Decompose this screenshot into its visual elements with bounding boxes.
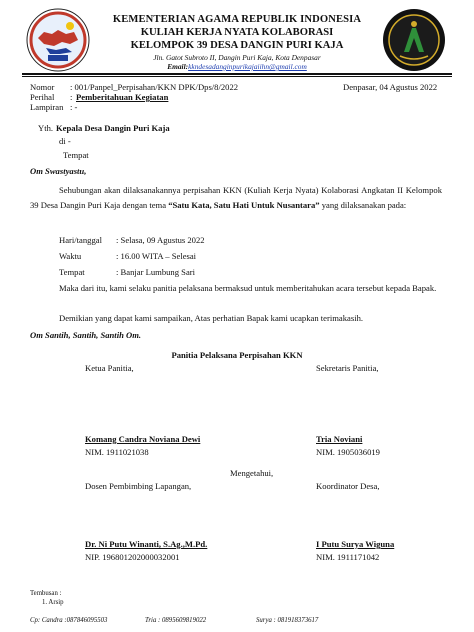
perihal-value: Pemberitahuan Kegiatan (76, 92, 169, 102)
koordinator-name: I Putu Surya Wiguna (316, 539, 395, 549)
dpl-role: Dosen Pembimbing Lapangan, (85, 481, 192, 491)
kkn-logo (382, 8, 446, 72)
place-date: Denpasar, 04 Agustus 2022 (343, 82, 438, 92)
lampiran-value: : - (70, 102, 78, 112)
committee-title: Panitia Pelaksana Perpisahan KKN (171, 350, 303, 360)
ministry-logo (26, 8, 90, 72)
detail-value-time: : 16.00 WITA – Selesai (116, 251, 197, 261)
letterhead-line-2: KULIAH KERJA NYATA KOLABORASI (140, 27, 334, 38)
sekretaris-name: Tria Noviani (316, 434, 363, 444)
dpl-name: Dr. Ni Putu Winanti, S.Ag.,M.Pd. (85, 539, 208, 549)
recipient-yth: Yth. (38, 123, 54, 133)
contact-surya: Surya : 081918373617 (256, 617, 319, 624)
detail-label-date: Hari/tanggal (59, 235, 102, 245)
header-rule-thin (22, 76, 452, 77)
recipient-di: di - (59, 136, 71, 146)
event-theme: “Satu Kata, Satu Hati Untuk Nusantara” (168, 200, 320, 210)
letterhead-address: Jln. Gatot Subroto II, Dangin Puri Kaja, Kota Denpasar (153, 53, 321, 62)
koordinator-nim: NIM. 1911171042 (316, 552, 380, 562)
paragraph-thanks: Demikian yang dapat kami sampaikan, Atas perhatian Bapak kami ucapkan terimakasih. (59, 313, 364, 323)
tembusan-label: Tembusan : (30, 590, 62, 597)
detail-label-time: Waktu (59, 251, 82, 261)
letterhead-line-3: KELOMPOK 39 DESA DANGIN PURI KAJA (130, 40, 344, 51)
contact-tria: Tria : 0895609819022 (145, 617, 207, 624)
detail-value-date: : Selasa, 09 Agustus 2022 (116, 235, 205, 245)
greeting: Om Swastyastu, (30, 166, 87, 176)
recipient-name: Kepala Desa Dangin Puri Kaja (56, 123, 170, 133)
paragraph-intro (30, 183, 442, 213)
intro-text-end: yang dilaksanakan pada: (319, 200, 407, 210)
tembusan-item: 1. Arsip (42, 599, 64, 606)
nomor-value: : 001/Panpel_Perpisahan/KKN DPK/Dps/8/2022 (70, 82, 239, 92)
perihal-colon: : (70, 92, 73, 102)
nomor-label: Nomor (30, 82, 55, 92)
letterhead-line-1: KEMENTERIAN AGAMA REPUBLIK INDONESIA (112, 14, 362, 25)
lampiran-label: Lampiran (30, 102, 64, 112)
header-rule-thick (22, 73, 452, 75)
detail-value-place: : Banjar Lumbung Sari (116, 267, 196, 277)
ketua-role: Ketua Panitia, (85, 363, 134, 373)
dpl-nip: NIP. 196801202000032001 (85, 552, 180, 562)
recipient-place: Tempat (63, 150, 89, 160)
sekretaris-nim: NIM. 1905036019 (316, 447, 380, 457)
sekretaris-role: Sekretaris Panitia, (316, 363, 379, 373)
email-link[interactable]: kkndesadanginpurikajaiihn@gmail.com (188, 62, 307, 71)
email-label: Email: (167, 62, 189, 71)
detail-label-place: Tempat (59, 267, 85, 277)
acknowledged-label: Mengetahui, (230, 468, 274, 478)
closing-salutation: Om Santih, Santih, Santih Om. (30, 330, 142, 340)
contact-candra: Cp: Candra :087846095503 (30, 617, 108, 624)
ketua-name: Komang Candra Noviana Dewi (85, 434, 201, 444)
intro-text: Sehubungan akan dilaksanakannya perpisahan KKN (Kuliah Kerja Nyata) Kolaborasi Angkatan II Kelompok 39 Desa Dangin Puri Kaja dengan tema (30, 185, 442, 210)
paragraph-notice: Maka dari itu, kami selaku panitia pelaksana bermaksud untuk memberitahukan acara tersebut kepada Bapak. (59, 283, 437, 293)
ketua-nim: NIM. 1911021038 (85, 447, 149, 457)
perihal-label: Perihal (30, 92, 55, 102)
koordinator-role: Koordinator Desa, (316, 481, 380, 491)
letterhead-email (95, 62, 379, 71)
